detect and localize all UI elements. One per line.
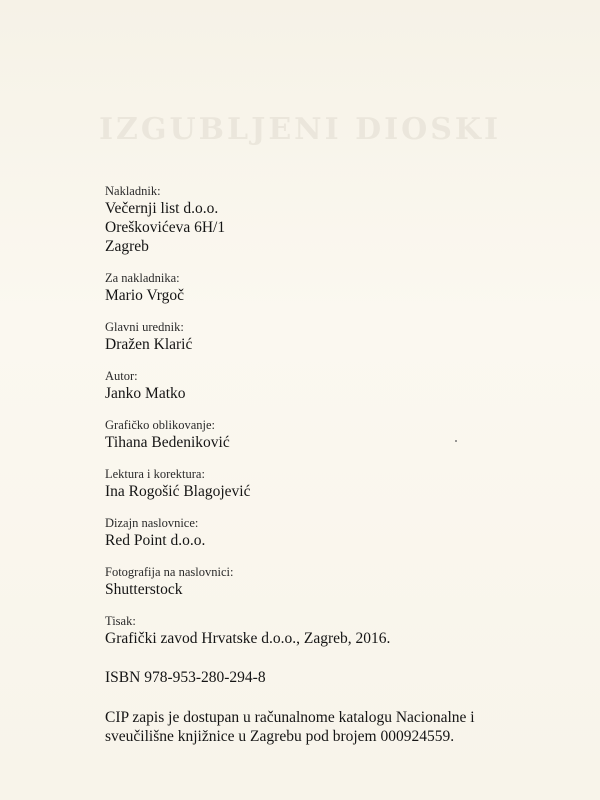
author-value: Janko Matko (105, 385, 186, 402)
for-publisher-block (105, 270, 555, 305)
cover-photo-block (105, 564, 555, 599)
publisher-city: Zagreb (105, 238, 149, 255)
cover-design-value: Red Point d.o.o. (105, 532, 206, 549)
cip-line: CIP zapis je dostupan u računalnome katalogu Nacionalne i (105, 709, 475, 726)
graphic-design-value: Tihana Bedeniković (105, 434, 230, 451)
editor-value: Dražen Klarić (105, 336, 193, 353)
paper-speck (455, 440, 457, 442)
print-value: Grafički zavod Hrvatske d.o.o., Zagreb, 2016. (105, 630, 391, 647)
cip-line: sveučilišne knjižnice u Zagrebu pod brojem 000924559. (105, 728, 455, 745)
graphic-design-block (105, 417, 555, 452)
editor-label: Glavni urednik: (105, 320, 184, 334)
cover-design-label: Dizajn naslovnice: (105, 516, 199, 530)
for-publisher-value: Mario Vrgoč (105, 287, 184, 304)
isbn-block (105, 668, 555, 687)
print-label: Tisak: (105, 614, 136, 628)
author-block (105, 368, 555, 403)
author-label: Autor: (105, 369, 138, 383)
cip-block (105, 708, 555, 746)
proofreading-block (105, 466, 555, 501)
cover-photo-label: Fotografija na naslovnici: (105, 565, 234, 579)
colophon (105, 183, 555, 746)
proofreading-label: Lektura i korektura: (105, 467, 205, 481)
publisher-block (105, 183, 555, 256)
bleed-through-title: IZGUBLJENI DIOSKI (98, 112, 502, 147)
publisher-street: Oreškovićeva 6H/1 (105, 219, 226, 236)
proofreading-value: Ina Rogošić Blagojević (105, 483, 251, 500)
cover-photo-value: Shutterstock (105, 581, 183, 598)
graphic-design-label: Grafičko oblikovanje: (105, 418, 216, 432)
cover-design-block (105, 515, 555, 550)
publisher-label: Nakladnik: (105, 184, 161, 198)
publisher-name: Večernji list d.o.o. (105, 200, 219, 217)
print-block (105, 613, 555, 648)
isbn-number: ISBN 978-953-280-294-8 (105, 669, 266, 686)
editor-block (105, 319, 555, 354)
for-publisher-label: Za nakladnika: (105, 271, 180, 285)
